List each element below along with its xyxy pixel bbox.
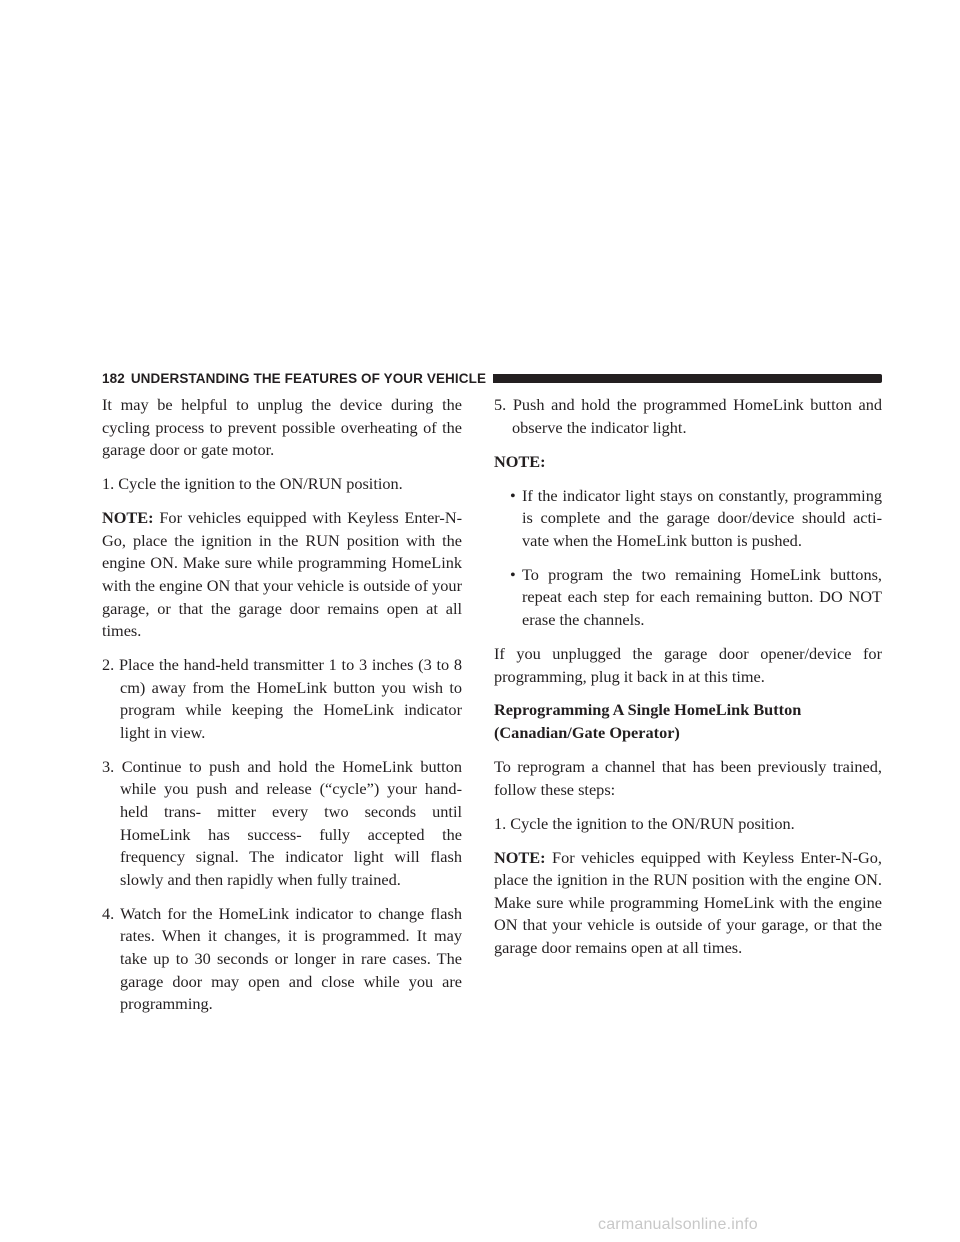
note-label: NOTE: [494,847,546,867]
note-paragraph [102,507,462,643]
unplugged-paragraph: If you unplugged the garage door opener/device for programming, plug it back in at this time. [494,643,882,686]
bullet-item [494,485,882,553]
step-2: 2. Place the hand-held transmitter 1 to 3 inches (3 to 8 cm) away from the HomeLink button you wish to program while keeping the HomeLink indicator light in view. [102,655,462,742]
page-section-title: UNDERSTANDING THE FEATURES OF YOUR VEHICLE [130,370,487,386]
bullet-text: If the indicator light stays on constantly, programming is complete and the garage door/device should acti- vate when the HomeLink button is pushed. [522,485,882,550]
step-4: 4. Watch for the HomeLink indicator to change flash rates. When it changes, it is programmed. It may take up to 30 seconds or longer in rare cases. The garage door may open and close while you are programming. [102,903,462,1014]
bullet-icon: • [510,564,516,584]
section-heading-line: Reprogramming A Single HomeLink Button [494,700,802,720]
note-label: NOTE: [102,508,154,528]
section-heading-line: (Canadian/Gate Operator) [494,723,680,743]
note-paragraph [494,847,882,960]
intro-paragraph: It may be helpful to unplug the device during the cycling process to prevent possible overheating of the garage door or gate motor. [102,395,462,460]
page-number: 182 [102,370,125,386]
note-heading: NOTE: [494,451,546,471]
page-header [102,369,882,387]
step-1: 1. Cycle the ignition to the ON/RUN position. [494,813,795,833]
step-1: 1. Cycle the ignition to the ON/RUN position. [102,474,403,494]
step-3: 3. Continue to push and hold the HomeLink button while you push and release (“cycle”) your hand-held trans- mitter every two seconds until HomeLink has success- fully accepted the frequency signal. The indicator light will flash slowly and then rapidly when fully trained. [102,756,462,889]
bullet-text: To program the two remaining HomeLink buttons, repeat each step for each remaining button. DO NOT erase the channels. [522,564,882,629]
section-heading [494,699,882,744]
left-column [102,394,462,1027]
header-rule [493,374,882,383]
bullet-item [494,564,882,632]
note-text: For vehicles equipped with Keyless Enter-N-Go, place the ignition in the RUN position with the engine ON. Make sure while programming HomeLink with the engine ON that your vehicle is outside of your garage, or that the garage door remains open at all times. [102,508,462,641]
watermark: carmanualsonline.info [598,1216,758,1233]
step-5: 5. Push and hold the programmed HomeLink button and observe the indicator light. [494,395,882,437]
reprogram-paragraph: To reprogram a channel that has been previously trained, follow these steps: [494,757,882,799]
bullet-icon: • [510,485,516,505]
note-text: For vehicles equipped with Keyless Enter-N-Go, place the ignition in the RUN position with the engine ON. Make sure while programming HomeLink with the engine ON that your vehicle is outside of your garage, or that the garage door remains open at all times. [494,847,882,957]
right-column [494,394,882,971]
